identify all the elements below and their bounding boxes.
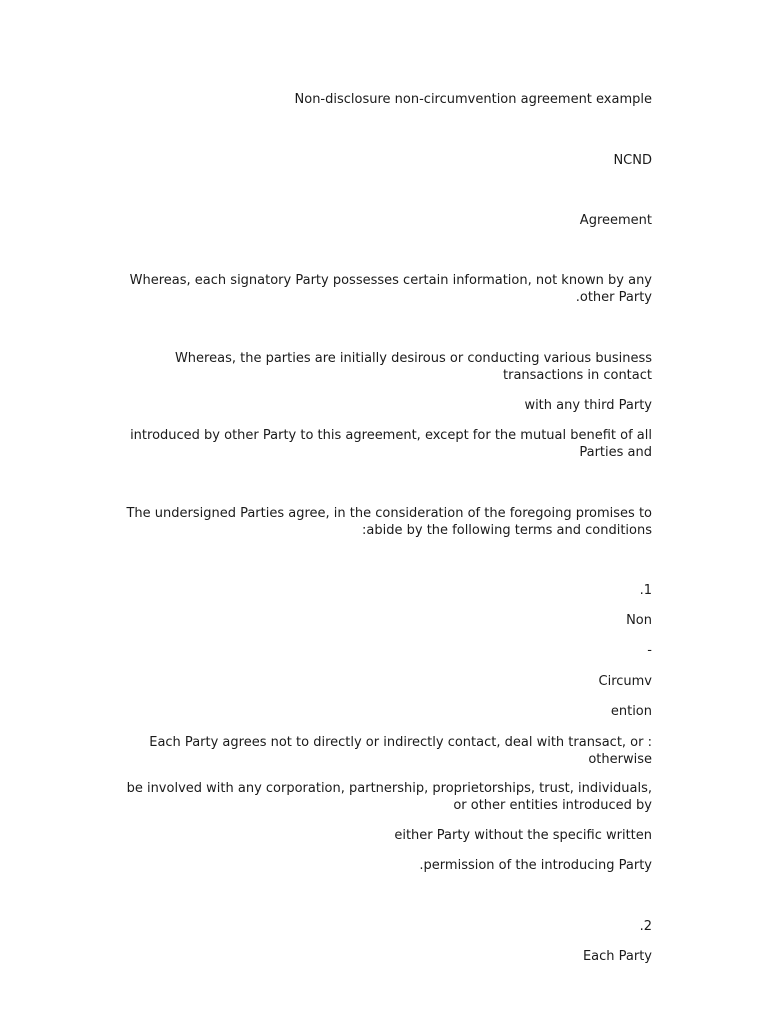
document-title: Non-disclosure non-circumvention agreement example — [294, 92, 652, 107]
heading-fragment-circumv: Circumv — [598, 674, 652, 689]
heading-fragment-non: Non — [626, 613, 652, 628]
section-number-2: .2 — [639, 919, 652, 934]
section-number-1: .1 — [639, 583, 652, 598]
paragraph-permission: .permission of the introducing Party — [419, 858, 652, 873]
document-subtitle-agreement: Agreement — [579, 213, 652, 228]
paragraph-each-party-agrees: Each Party agrees not to directly or indirectly contact, deal with transact, or : otherwise — [149, 735, 652, 767]
paragraph-whereas-1: Whereas, each signatory Party possesses certain information, not known by any .other Party — [129, 273, 652, 305]
heading-fragment-dash: - — [647, 643, 652, 658]
document-subtitle-ncnd: NCND — [613, 153, 652, 168]
paragraph-introduced: introduced by other Party to this agreement, except for the mutual benefit of all Parties and — [130, 428, 652, 460]
paragraph-either-party: either Party without the specific written — [394, 828, 652, 843]
paragraph-third-party: with any third Party — [524, 398, 652, 413]
heading-fragment-ention: ention — [610, 704, 652, 719]
paragraph-undersigned: The undersigned Parties agree, in the consideration of the foregoing promises to :abide by the following terms and conditions — [126, 506, 652, 538]
paragraph-each-party: Each Party — [582, 949, 652, 964]
paragraph-be-involved: be involved with any corporation, partnership, proprietorships, trust, individuals, or other entities introduced by — [126, 781, 652, 813]
paragraph-whereas-2: Whereas, the parties are initially desirous or conducting various business transactions in contact — [174, 351, 652, 383]
